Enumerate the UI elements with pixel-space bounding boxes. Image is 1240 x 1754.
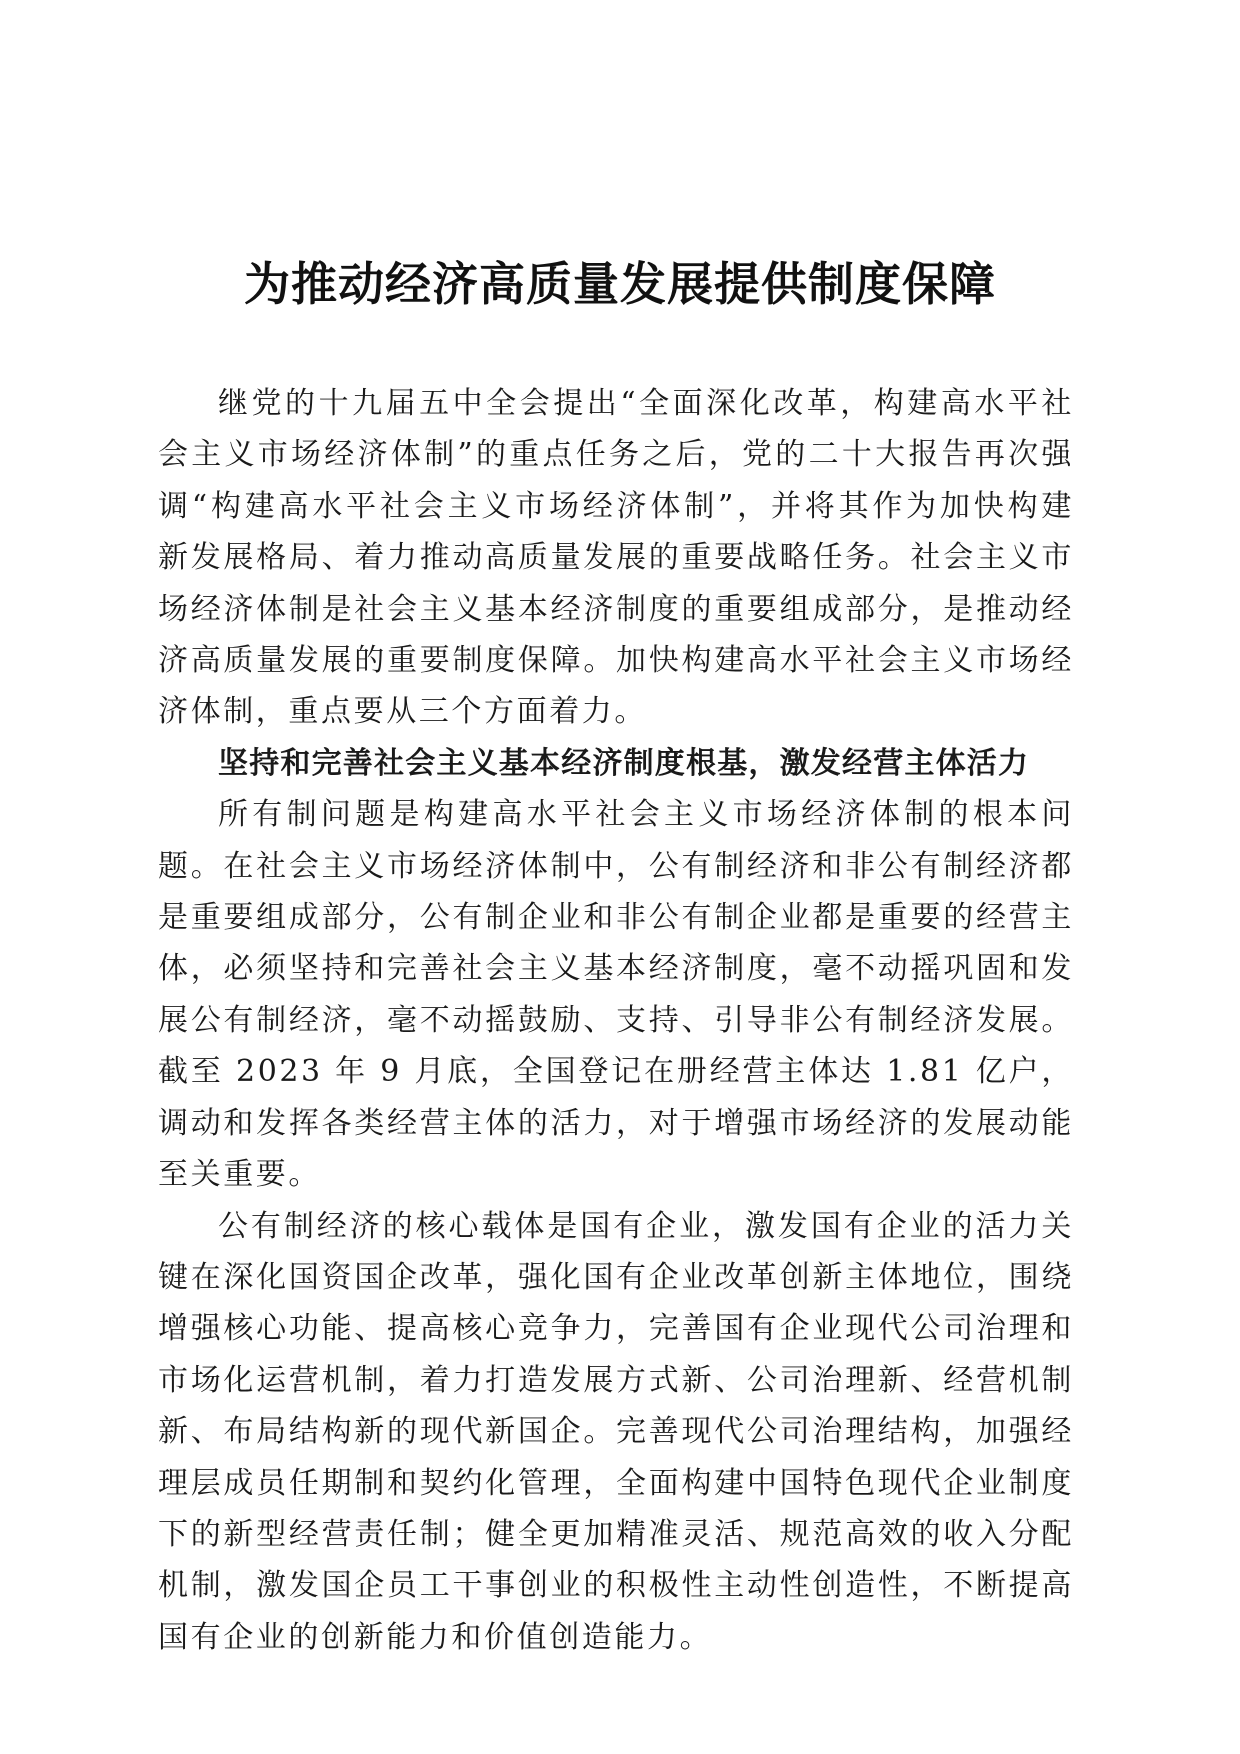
body-paragraph: 公有制经济的核心载体是国有企业，激发国有企业的活力关键在深化国资国企改革，强化国有企业改革创新主体地位，围绕增强核心功能、提高核心竞争力，完善国有企业现代公司治理和市场化运营机制，着力打造发展方式新、公司治理新、经营机制新、布局结构新的现代新国企。完善现代公司治理结构，加强经理层成员任期制和契约化管理，全面构建中国特色现代企业制度下的新型经营责任制；健全更加精准灵活、规范高效的收入分配机制，激发国企员工干事创业的积极性主动性创造性，不断提高国有企业的创新能力和价值创造能力。: [158, 1208, 1074, 1655]
body-paragraph: 所有制问题是构建高水平社会主义市场经济体制的根本问题。在社会主义市场经济体制中，公有制经济和非公有制经济都是重要组成部分，公有制企业和非公有制企业都是重要的经营主体，必须坚持和完善社会主义基本经济制度，毫不动摇巩固和发展公有制经济，毫不动摇鼓励、支持、引导非公有制经济发展。截至 2023 年 9 月底，全国登记在册经营主体达 1.81 亿户，调动和发挥各类经营主体的活力，对于增强市场经济的发展动能至关重要。: [158, 797, 1074, 1193]
document-body: [158, 378, 1074, 1663]
document-title: 为推动经济高质量发展提供制度保障: [244, 257, 996, 311]
body-paragraph: 继党的十九届五中全会提出“全面深化改革，构建高水平社会主义市场经济体制”的重点任务之后，党的二十大报告再次强调“构建高水平社会主义市场经济体制”，并将其作为加快构建新发展格局、着力推动高质量发展的重要战略任务。社会主义市场经济体制是社会主义基本经济制度的重要组成部分，是推动经济高质量发展的重要制度保障。加快构建高水平社会主义市场经济体制，重点要从三个方面着力。: [158, 386, 1074, 730]
section-heading: 坚持和完善社会主义基本经济制度根基，激发经营主体活力: [218, 745, 1030, 781]
